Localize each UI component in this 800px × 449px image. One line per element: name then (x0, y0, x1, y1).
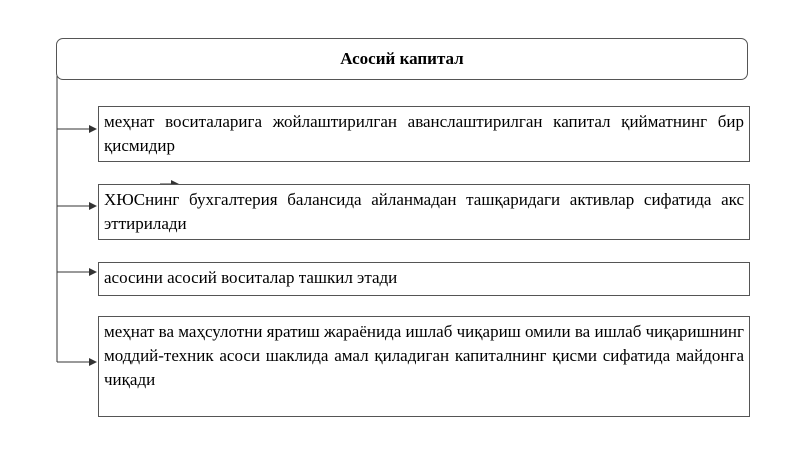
diagram-item-box-2 (98, 184, 750, 240)
diagram-item-text-4: меҳнат ва маҳсулотни яратиш жараёнида ишлаб чиқариш омили ва ишлаб чиқаришнинг моддий-техник асоси шаклида амал қиладиган капиталнинг қисми сифатида майдонга чиқади (104, 322, 744, 389)
diagram-title: Асосий капитал (340, 49, 464, 68)
diagram-item-text-2: ХЮСнинг бухгалтерия балансида айланмадан ташқаридаги активлар сифатида акс эттирилади (104, 190, 744, 233)
diagram-item-text-1: меҳнат воситаларига жойлаштирилган аванслаштирилган капитал қийматнинг бир қисмидир (104, 112, 744, 155)
diagram-item-text-3: асосини асосий воситалар ташкил этади (104, 268, 398, 287)
diagram-item-box-3 (98, 262, 750, 296)
diagram-item-box-4 (98, 316, 750, 417)
diagram-item-box-1 (98, 106, 750, 162)
diagram-title-box (56, 38, 748, 80)
